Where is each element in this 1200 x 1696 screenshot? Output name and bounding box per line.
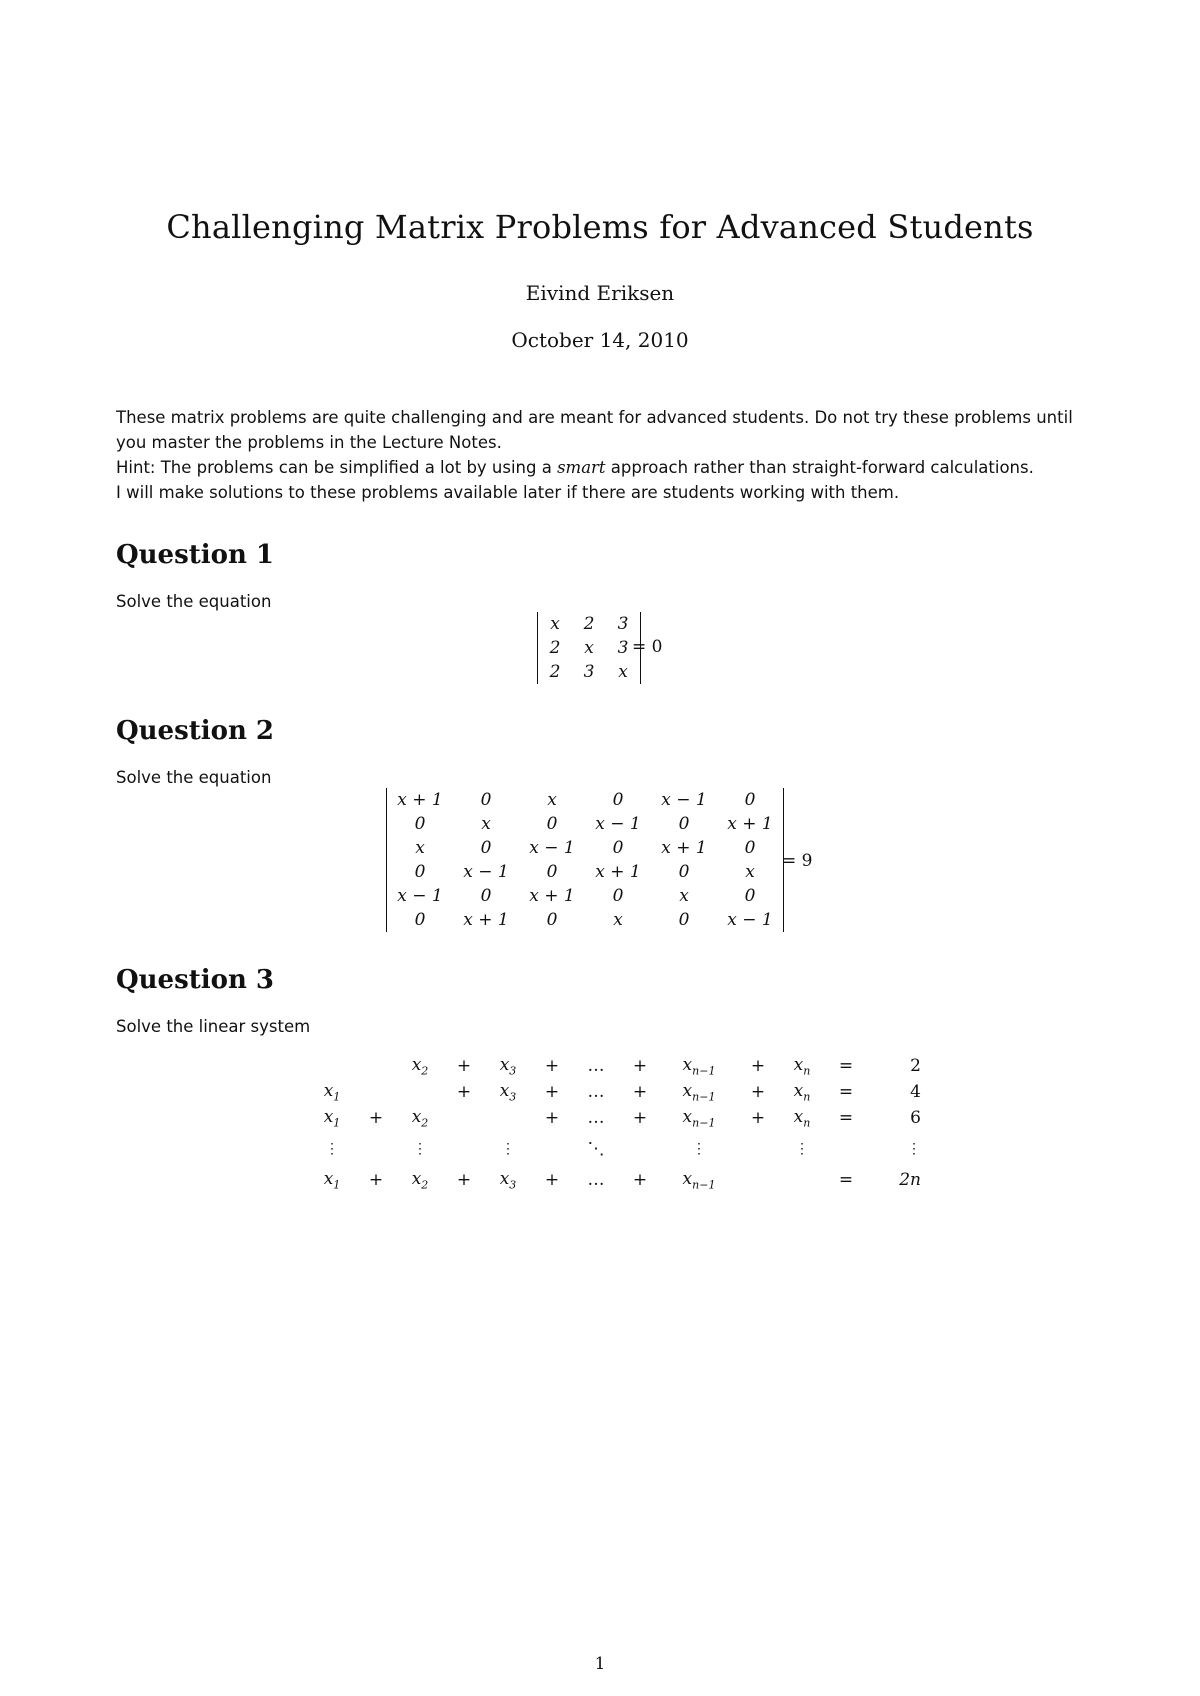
matrix-cell: x + 1 — [661, 838, 707, 858]
matrix-cell: x + 1 — [387, 788, 454, 812]
matrix-cell: 0 — [546, 862, 558, 882]
matrix-cell: x + 1 — [595, 862, 641, 882]
matrix-row — [387, 860, 784, 884]
matrix-row — [387, 836, 784, 860]
intro-line: These matrix problems are quite challenging and are meant for advanced students. Do not try these problems until you master the problems in the Lecture Notes. — [116, 408, 1073, 452]
matrix-cell: x − 1 — [595, 814, 641, 834]
matrix-cell: 0 — [678, 814, 690, 834]
matrix-cell: 2 — [538, 636, 573, 660]
matrix-cell: 0 — [480, 886, 492, 906]
question-2-rhs: = 9 — [782, 851, 813, 871]
matrix-cell: x — [547, 790, 557, 810]
matrix-cell: x — [481, 814, 491, 834]
matrix-cell: 0 — [717, 836, 784, 860]
matrix-cell: 0 — [612, 886, 624, 906]
hint-text-after: approach rather than straight-forward calculations. — [605, 458, 1034, 477]
matrix-cell: 0 — [678, 910, 690, 930]
matrix-cell: 0 — [717, 788, 784, 812]
hint-text-before: The problems can be simplified a lot by using a — [155, 458, 558, 477]
question-2-heading: Question 2 — [116, 716, 275, 746]
rhs-value: 4 — [910, 1082, 921, 1102]
system-row: $x_1$ + $x_2$ + $x_3$ + … + $x_{n-1}$ = 2n — [323, 1168, 921, 1192]
solutions-note: I will make solutions to these problems available later if there are students working with them. — [116, 483, 900, 502]
matrix-cell: x — [717, 860, 784, 884]
matrix-cell: 2 — [538, 660, 573, 684]
matrix-cell: 3 — [606, 612, 641, 636]
rhs-value: 2 — [910, 1056, 921, 1076]
matrix-cell: 0 — [678, 862, 690, 882]
author-name: Eivind Eriksen — [525, 281, 675, 305]
system-row: $x_1$ + $x_2$ + … + $x_{n-1}$ + $x_n$ = 6 — [323, 1106, 921, 1130]
matrix-row — [387, 812, 784, 836]
matrix-cell: x − 1 — [661, 790, 707, 810]
question-2-determinant — [386, 788, 784, 932]
intro-paragraph — [116, 405, 1106, 505]
matrix-row — [387, 788, 784, 812]
question-3-text: Solve the linear system — [116, 1017, 311, 1036]
question-1-determinant — [537, 612, 641, 684]
matrix-cell: x + 1 — [529, 886, 575, 906]
linear-system — [310, 1053, 922, 1193]
matrix-row — [538, 636, 641, 660]
matrix-cell: 0 — [387, 908, 454, 932]
question-3-heading: Question 3 — [116, 965, 275, 995]
rhs-value: 6 — [910, 1108, 921, 1128]
question-1-text: Solve the equation — [116, 592, 272, 611]
question-1-rhs: = 0 — [632, 637, 663, 657]
matrix-cell: x + 1 — [463, 910, 509, 930]
matrix-cell: 0 — [387, 860, 454, 884]
matrix-cell: x − 1 — [717, 908, 784, 932]
matrix-row — [387, 908, 784, 932]
hint-emphasis: smart — [557, 458, 606, 477]
matrix-cell: 0 — [480, 790, 492, 810]
hint-label: Hint: — [116, 458, 156, 477]
paper-title: Challenging Matrix Problems for Advanced Students — [166, 208, 1034, 246]
matrix-cell: 2 — [583, 614, 595, 634]
matrix-cell: x — [584, 638, 594, 658]
hint-line — [116, 455, 1106, 480]
matrix-cell: x — [679, 886, 689, 906]
matrix-cell: x — [538, 612, 573, 636]
matrix-cell: 0 — [387, 812, 454, 836]
system-row-dots: ⋮ ⋮ ⋮ ⋱ ⋮ ⋮ ⋮ — [325, 1139, 921, 1159]
matrix-cell: 0 — [612, 790, 624, 810]
matrix-cell: 3 — [606, 636, 641, 660]
matrix-cell: 0 — [546, 814, 558, 834]
question-1-heading: Question 1 — [116, 540, 275, 570]
matrix-cell: 3 — [583, 662, 595, 682]
matrix-cell: x — [387, 836, 454, 860]
matrix-row — [538, 660, 641, 684]
matrix-row — [387, 884, 784, 908]
rhs-value: 2n — [899, 1170, 921, 1190]
page-number: 1 — [594, 1654, 606, 1674]
system-row: $x_2$ + $x_3$ + … + $x_{n-1}$ + $x_n$ = 2 — [411, 1054, 921, 1078]
matrix-cell: x − 1 — [463, 862, 509, 882]
matrix-cell: x − 1 — [529, 838, 575, 858]
question-2-text: Solve the equation — [116, 768, 272, 787]
matrix-row — [538, 612, 641, 636]
matrix-cell: 0 — [546, 910, 558, 930]
matrix-cell: x — [613, 910, 623, 930]
matrix-cell: x — [606, 660, 641, 684]
matrix-cell: 0 — [612, 838, 624, 858]
paper-date: October 14, 2010 — [511, 328, 689, 352]
matrix-cell: 0 — [480, 838, 492, 858]
matrix-cell: x + 1 — [717, 812, 784, 836]
system-row: $x_1$ + $x_3$ + … + $x_{n-1}$ + $x_n$ = 4 — [323, 1080, 921, 1104]
matrix-cell: 0 — [717, 884, 784, 908]
matrix-cell: x − 1 — [387, 884, 454, 908]
